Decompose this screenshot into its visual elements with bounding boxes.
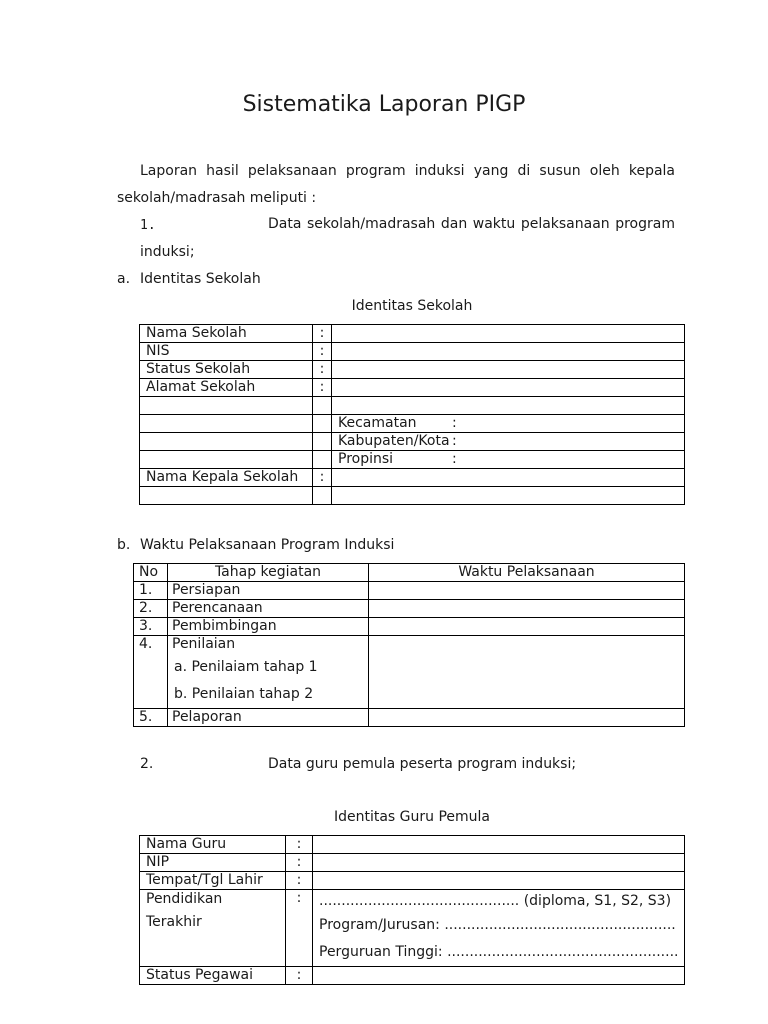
colon: [313, 415, 332, 433]
colon: :: [286, 967, 313, 985]
education-label-cell: [140, 890, 286, 967]
colon: :: [313, 361, 332, 379]
row-no: 1.: [134, 582, 168, 600]
university-line: Perguruan Tinggi: ....................................................: [319, 944, 679, 960]
document-title: Sistematika Laporan PIGP: [242, 92, 526, 117]
teacher-identity-table: [139, 835, 685, 985]
colon: :: [313, 325, 332, 343]
teacher-value-cell: [313, 967, 685, 985]
item-1-number: 1.: [140, 218, 156, 233]
table-row: [140, 451, 685, 469]
table-row: [140, 836, 685, 854]
item-1-text: Data sekolah/madrasah dan waktu pelaksanaan program: [268, 216, 675, 232]
sub-stage: a. Penilaiam tahap 1: [174, 659, 318, 675]
table-row: [140, 379, 685, 397]
row-no: 4.: [134, 636, 168, 709]
table-row: [140, 415, 685, 433]
header-time: Waktu Pelaksanaan: [369, 564, 685, 582]
kabupaten-label: Kabupaten/Kota: [338, 433, 450, 449]
school-value-cell: [332, 433, 685, 451]
table-row: [134, 636, 685, 709]
header-no: No: [134, 564, 168, 582]
table-row: [140, 433, 685, 451]
education-label-line-1: Pendidikan: [146, 891, 223, 907]
education-value-cell: [313, 890, 685, 967]
table-header-row: [134, 564, 685, 582]
school-label: [140, 397, 313, 415]
row-no: 2.: [134, 600, 168, 618]
colon: :: [313, 379, 332, 397]
colon: [313, 487, 332, 505]
table-row: [134, 618, 685, 636]
school-label: Nama Sekolah: [140, 325, 313, 343]
item-1-continuation: induksi;: [140, 244, 195, 260]
school-label: NIS: [140, 343, 313, 361]
teacher-table-caption: Identitas Guru Pemula: [333, 809, 491, 825]
school-value-cell: [332, 379, 685, 397]
row-time-cell: [369, 582, 685, 600]
section-b-marker: b.: [117, 537, 131, 553]
school-value-cell: [332, 361, 685, 379]
colon: :: [286, 890, 313, 967]
colon: :: [286, 836, 313, 854]
table-row: [140, 397, 685, 415]
section-a-marker: a.: [117, 271, 131, 287]
school-label: [140, 451, 313, 469]
item-2-text: Data guru pemula peserta program induksi;: [268, 756, 577, 772]
row-time-cell: [369, 709, 685, 727]
row-stage: Persiapan: [168, 582, 369, 600]
table-row: [140, 967, 685, 985]
table-row: [134, 600, 685, 618]
school-value-cell: [332, 397, 685, 415]
education-level-line: ............................................. (diploma, S1, S2, S3): [319, 893, 672, 909]
row-stage: Penilaian: [172, 636, 236, 652]
education-label-line-2: Terakhir: [146, 914, 202, 930]
school-value-cell: [332, 469, 685, 487]
table-row: [140, 469, 685, 487]
propinsi-label: Propinsi: [338, 451, 394, 467]
sub-colon: :: [452, 451, 457, 467]
table-row: [140, 361, 685, 379]
school-value-cell: [332, 451, 685, 469]
school-label: [140, 433, 313, 451]
teacher-value-cell: [313, 854, 685, 872]
school-value-cell: [332, 343, 685, 361]
table-row: [140, 890, 685, 967]
table-row: [134, 709, 685, 727]
school-label: Status Sekolah: [140, 361, 313, 379]
row-stage: Perencanaan: [168, 600, 369, 618]
sub-colon: :: [452, 415, 457, 431]
colon: :: [286, 854, 313, 872]
table-row: [140, 325, 685, 343]
school-table-caption: Identitas Sekolah: [351, 298, 473, 314]
intro-line-1: Laporan hasil pelaksanaan program induksi yang di susun oleh kepala: [140, 163, 675, 179]
table-row: [140, 343, 685, 361]
school-value-cell: [332, 415, 685, 433]
row-time-cell: [369, 636, 685, 709]
table-row: [140, 872, 685, 890]
row-time-cell: [369, 600, 685, 618]
school-label: Nama Kepala Sekolah: [140, 469, 313, 487]
table-row: [140, 487, 685, 505]
teacher-value-cell: [313, 872, 685, 890]
section-b-label: Waktu Pelaksanaan Program Induksi: [140, 537, 395, 553]
school-identity-table: [139, 324, 685, 505]
colon: [313, 433, 332, 451]
colon: :: [286, 872, 313, 890]
teacher-label: NIP: [140, 854, 286, 872]
program-line: Program/Jurusan: ....................................................: [319, 917, 676, 933]
teacher-label: Tempat/Tgl Lahir: [140, 872, 286, 890]
section-a-label: Identitas Sekolah: [140, 271, 261, 287]
schedule-table: [133, 563, 685, 727]
school-label: [140, 487, 313, 505]
row-no: 3.: [134, 618, 168, 636]
table-row: [134, 582, 685, 600]
colon: [313, 397, 332, 415]
item-2-number: 2.: [140, 756, 154, 772]
row-stage: Pembimbingan: [168, 618, 369, 636]
teacher-label: Nama Guru: [140, 836, 286, 854]
teacher-label: Status Pegawai: [140, 967, 286, 985]
header-stage: Tahap kegiatan: [168, 564, 369, 582]
intro-line-2: sekolah/madrasah meliputi :: [117, 190, 317, 206]
school-label: [140, 415, 313, 433]
school-value-cell: [332, 487, 685, 505]
sub-colon: :: [452, 433, 457, 449]
school-value-cell: [332, 325, 685, 343]
row-time-cell: [369, 618, 685, 636]
row-stage: Pelaporan: [168, 709, 369, 727]
row-no: 5.: [134, 709, 168, 727]
row-stage-cell: [168, 636, 369, 709]
sub-stage: b. Penilaian tahap 2: [174, 686, 314, 702]
table-row: [140, 854, 685, 872]
colon: :: [313, 469, 332, 487]
colon: [313, 451, 332, 469]
kecamatan-label: Kecamatan: [338, 415, 417, 431]
colon: :: [313, 343, 332, 361]
teacher-value-cell: [313, 836, 685, 854]
school-label: Alamat Sekolah: [140, 379, 313, 397]
